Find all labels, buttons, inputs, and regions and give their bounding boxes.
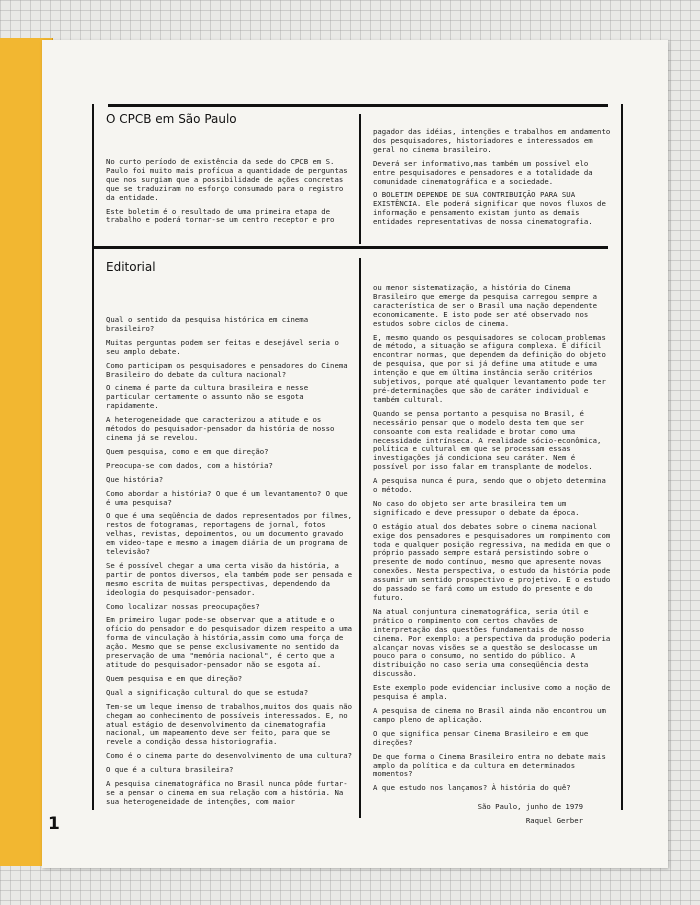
- editorial-middle-rule: [359, 258, 361, 818]
- signature-place-date: São Paulo, junho de 1979: [477, 802, 583, 812]
- paragraph: Preocupa-se com dados, com a história?: [106, 460, 273, 470]
- paragraph: O estágio atual dos debates sobre o cinema nacional exige dos pensadores e pesquisadores um rompimento com toda e qualquer posição regressiva, na medida em que o próprio passado sempre estará persistindo sobre o presente de modo contínuo, mesmo que apresente novas conexões. Nesta perspectiva, o estudo da história pode assumir um sentido prospectivo e projetivo. E o estudo do passado se fará como um estudo do presente e do futuro.: [373, 521, 611, 602]
- section-right-column: [373, 128, 613, 232]
- paragraph: Qual a significação cultural do que se estuda?: [106, 687, 309, 697]
- paragraph: A pesquisa nunca é pura, sendo que o objeto determina o método.: [373, 476, 606, 495]
- paragraph: ou menor sistematização, a história do Cinema Brasileiro que emerge da pesquisa carregou sempre a característica de ser o Brasil uma nação dependente economicamente. E isto pode ser até observado nos estudos sobre ciclos de cinema.: [373, 283, 598, 328]
- paragraph: A pesquisa de cinema no Brasil ainda não encontrou um campo pleno de aplicação.: [373, 705, 606, 724]
- document-page: [42, 40, 668, 868]
- paragraph: O que é a cultura brasileira?: [106, 765, 234, 775]
- paragraph: Como participam os pesquisadores e pensadores do Cinema Brasileiro do debate da cultura nacional?: [106, 360, 348, 379]
- paragraph: Qual o sentido da pesquisa histórica em cinema brasileiro?: [106, 315, 309, 333]
- paragraph: No curto período de existência da sede do CPCB em S. Paulo foi muito mais profícua a quantidade de perguntas que nos surgiam que a possibilidade de ações concretas que se traduziram no esforço consumado para o registro da entidade.: [106, 157, 348, 202]
- section-top-rule: [108, 104, 608, 107]
- paragraph: A pesquisa cinematográfica no Brasil nunca pôde furtar-se a pensar o cinema em sua relação com a história. Na sua heterogeneidade de intenções, com maior: [106, 779, 348, 806]
- paragraph: No caso do objeto ser arte brasileira tem um significado e deve pressupor o debate da época.: [373, 498, 580, 517]
- section-title: O CPCB em São Paulo: [106, 112, 237, 126]
- paragraph: Como localizar nossas preocupações?: [106, 601, 260, 611]
- editorial-left-column: [106, 316, 352, 812]
- paragraph: Este exemplo pode evidenciar inclusive como a noção de pesquisa é ampla.: [373, 683, 611, 702]
- signature-author: Raquel Gerber: [525, 816, 583, 826]
- paragraph: Como abordar a história? O que é um levantamento? O que é uma pesquisa?: [106, 488, 348, 507]
- paragraph: De que forma o Cinema Brasileiro entra no debate mais amplo da política e da cultura em determinados momentos?: [373, 751, 606, 779]
- paragraph: E, mesmo quando os pesquisadores se colocam problemas de método, a situação se afigura complexa. É difícil encontrar normas, que dependem da definição do objeto de pesquisa, que por si já define uma atitude e uma intenção e que em última instância serão critérios subjetivos, porque até qualquer levantamento pode ter pré-determinações que são de caráter individual e também cultural.: [373, 332, 606, 404]
- paragraph: O cinema é parte da cultura brasileira e nesse particular certamente o assunto não se esgota rapidamente.: [106, 383, 309, 411]
- editorial-right-column: [373, 284, 613, 831]
- paragraph: Como é o cinema parte do desenvolvimento de uma cultura?: [106, 751, 353, 761]
- paragraph: Se é possível chegar a uma certa visão da história, a partir de pontos diversos, ela também pode ser pensada e mesmo escrita de muitas perspectivas, dependendo da ideologia do pesquisador-pensador.: [106, 560, 353, 597]
- paragraph: A que estudo nos lançamos? À história do quê?: [373, 783, 571, 793]
- paragraph: Quem pesquisa, como e em que direção?: [106, 446, 269, 456]
- editorial-title: Editorial: [106, 260, 156, 274]
- editorial-top-rule: [92, 246, 608, 249]
- paragraph: Em primeiro lugar pode-se observar que a atitude e o ofício do pensador e do pesquisador dizem respeito a uma forma de vinculação à história,assim como uma força de ação. Mesmo que se pense exclusivamente no sentido da preservação de uma "memória nacional", é certo que a atitude do pesquisador-pensador não se esgota aí.: [106, 615, 353, 669]
- paragraph: O que significa pensar Cinema Brasileiro e em que direções?: [373, 728, 589, 747]
- paragraph: Deverá ser informativo,mas também um possível elo entre pesquisadores e pensadores e a totalidade da comunidade cinematográfica e a sociedade.: [373, 158, 593, 186]
- paragraph: Na atual conjuntura cinematográfica, seria útil e prático o rompimento com certos chavões de interpretação das questões fundamentais de nosso cinema. Por exemplo: a perspectiva da produção poderia alcançar novas visões se a questão se deslocasse um pouco para o consumo, no sentido do público. A distribuição no caso seria uma conseqüência desta discussão.: [373, 606, 611, 679]
- paragraph: A heterogeneidade que caracterizou a atitude e os métodos do pesquisador-pensador da história de nosso cinema já se revelou.: [106, 415, 335, 442]
- paragraph: Tem-se um leque imenso de trabalhos,muitos dos quais não chegam ao conhecimento de possíveis interessados. E, no atual estágio de desenvolvimento da cinematografia nacional, um mapeamento deve ser feito, para que se revele a condição dessa historiografia.: [106, 701, 353, 747]
- section-left-rule: [92, 104, 94, 250]
- section-middle-rule: [359, 114, 361, 244]
- paragraph: Quem pesquisa e em que direção?: [106, 673, 243, 683]
- paragraph: Muitas perguntas podem ser feitas e desejável seria o seu amplo debate.: [106, 337, 339, 356]
- paragraph: O que é uma seqüência de dados representados por filmes, restos de fotogramas, reportagens de jornal, fotos velhas, revistas, depoimentos, ou um documento gravado em video-tape e mesmo a imagem diária de um programa de televisão?: [106, 511, 353, 557]
- paragraph: Que história?: [106, 474, 164, 484]
- editorial-left-rule: [92, 246, 94, 810]
- paragraph: Este boletim é o resultado de uma primeira etapa de trabalho e poderá tornar-se um centro receptor e pro: [106, 206, 335, 225]
- paragraph: Quando se pensa portanto a pesquisa no Brasil, é necessário pensar que o modelo desta tem que ser consoante com esta realidade e brotar como uma necessidade intrínseca. A realidade sócio-econômica, política e cultural em que se processam essas investigações já condiciona seu caráter. Nem é possível por isso falar em transplante de modelos.: [373, 408, 602, 472]
- paragraph: O BOLETIM DEPENDE DE SUA CONTRIBUIÇÃO PARA SUA EXISTÊNCIA. Ele poderá significar que novos fluxos de informação e pensamento existam junto as demais entidades representativas de nossa cinematografia.: [373, 190, 606, 227]
- paragraph: pagador das idéias, intenções e trabalhos em andamento dos pesquisadores, historiadores e interessados em geral no cinema brasileiro.: [373, 127, 611, 154]
- editorial-right-rule: [621, 246, 623, 810]
- section-right-rule: [621, 104, 623, 250]
- section-left-column: [106, 158, 352, 230]
- page-number: 1: [48, 814, 60, 834]
